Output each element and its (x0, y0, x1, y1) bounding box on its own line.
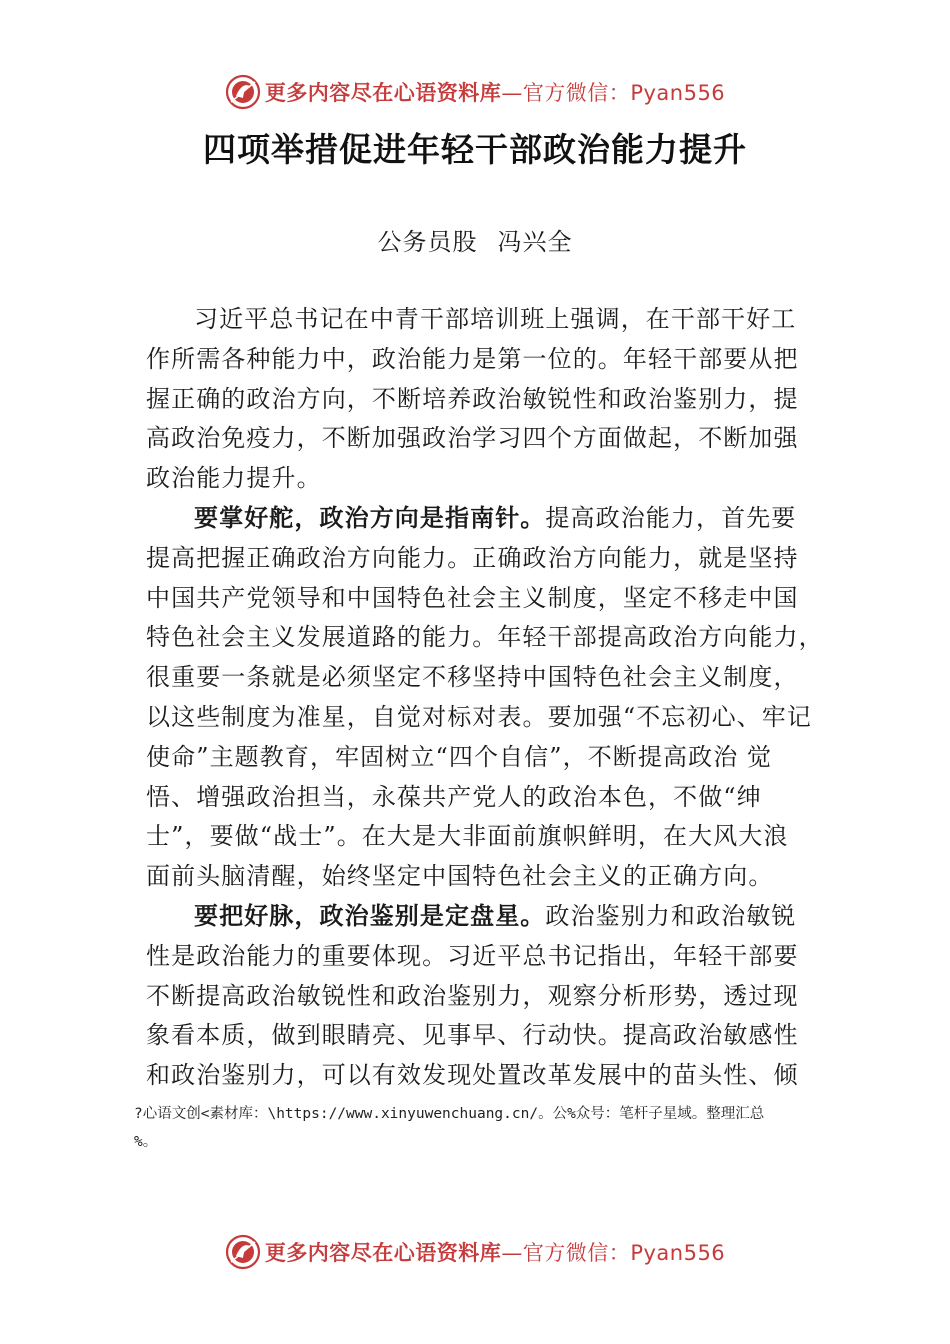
paragraph-line: 不断提高政治敏锐性和政治鉴别力，观察分析形势，透过现 (146, 981, 799, 1010)
paragraph-line: 士”，要做“战士”。在大是大非面前旗帜鲜明，在大风大浪 (146, 822, 789, 851)
article-body (146, 300, 836, 1090)
page-title: 四项举措促进年轻干部政治能力提升 (203, 130, 747, 169)
paragraph-line: 握正确的政治方向，不断培养政治敏锐性和政治鉴别力，提 (146, 384, 799, 413)
banner-main-text: 更多内容尽在心语资料库 (264, 1241, 502, 1265)
byline-author: 冯兴全 (497, 228, 573, 256)
byline (0, 222, 950, 257)
paragraph-line: 提高把握正确政治方向能力。正确政治方向能力，就是坚持 (146, 543, 799, 572)
paragraph-line: 和政治鉴别力，可以有效发现处置改革发展中的苗头性、倾 (146, 1061, 799, 1090)
paragraph-text: 政治鉴别力和政治敏锐 (545, 901, 797, 930)
footnote-line: ?心语文创<素材库：\https://www.xinyuwenchuang.cn/。公%众号：笔杆子星域。整理汇总 (134, 1106, 765, 1122)
banner-wechat-id: Pyan556 (630, 81, 726, 105)
section-lead-heading: 要掌好舵，政治方向是指南针。 (194, 503, 546, 532)
banner-main-text: 更多内容尽在心语资料库 (264, 81, 502, 105)
banner-wechat-id: Pyan556 (630, 1241, 726, 1265)
paragraph-line: 作所需各种能力中，政治能力是第一位的。年轻干部要从把 (146, 344, 799, 373)
banner-separator-text: —官方微信： (501, 1241, 631, 1265)
bottom-banner (0, 1232, 950, 1272)
paragraph-line: 使命”主题教育，牢固树立“四个自信”，不断提高政治 觉 (146, 742, 773, 771)
byline-dept: 公务员股 (377, 228, 478, 256)
paragraph-line (146, 499, 836, 539)
paragraph-line: 以这些制度为准星，自觉对标对表。要加强“不忘初心、牢记 (146, 702, 812, 731)
paragraph-line: 悟、增强政治担当，永葆共产党人的政治本色，不做“绅 (146, 782, 762, 811)
paragraph-line: 高政治免疫力，不断加强政治学习四个方面做起，不断加强 (146, 424, 799, 453)
top-banner (0, 72, 950, 112)
paragraph-line: 象看本质，做到眼睛亮、见事早、行动快。提高政治敏感性 (146, 1021, 799, 1050)
section-lead-heading: 要把好脉，政治鉴别是定盘星。 (194, 901, 546, 930)
paragraph-line: 面前头脑清醒，始终坚定中国特色社会主义的正确方向。 (146, 862, 774, 891)
banner-text (265, 77, 725, 107)
paragraph-line: 中国共产党领导和中国特色社会主义制度，坚定不移走中国 (146, 583, 799, 612)
banner-text (265, 1237, 725, 1267)
source-footnote (134, 1100, 844, 1156)
paragraph-text: 提高政治能力，首先要 (545, 503, 797, 532)
paragraph-line: 特色社会主义发展道路的能力。年轻干部提高政治方向能力， (146, 623, 824, 652)
banner-separator-text: —官方微信： (501, 81, 631, 105)
paragraph-line: 性是政治能力的重要体现。习近平总书记指出，年轻干部要 (146, 941, 799, 970)
paragraph-line: 习近平总书记在中青干部培训班上强调，在干部干好工 (194, 305, 797, 333)
paragraph-line (146, 897, 836, 937)
footnote-line: %。 (134, 1134, 158, 1150)
seal-logo-icon (225, 1234, 261, 1270)
paragraph-line: 政治能力提升。 (146, 464, 322, 493)
seal-logo-icon (225, 74, 261, 110)
paragraph-line: 很重要一条就是必须坚定不移坚持中国特色社会主义制度， (146, 663, 799, 692)
